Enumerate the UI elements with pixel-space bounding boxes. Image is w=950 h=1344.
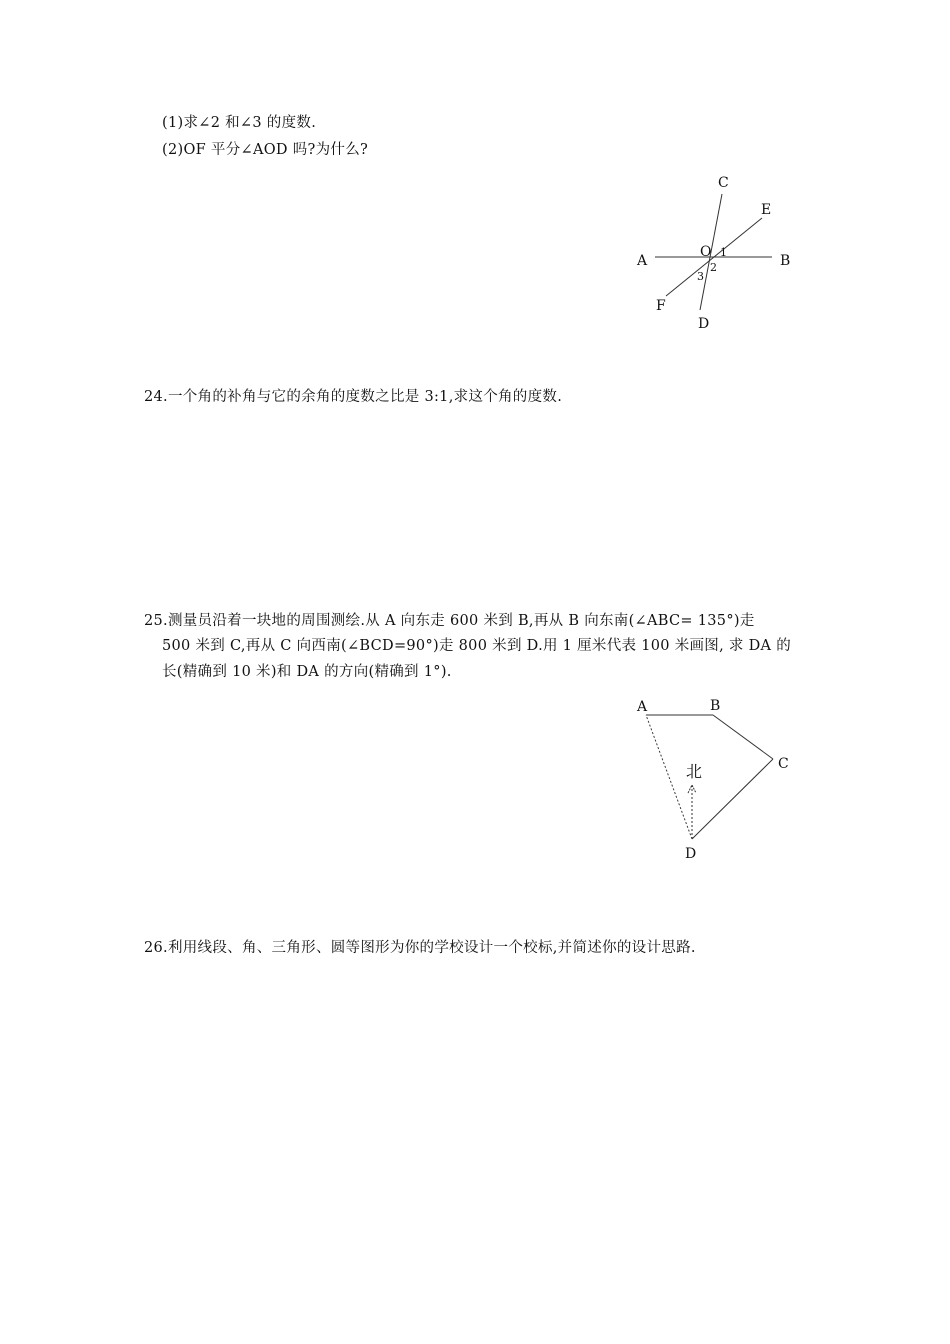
label-d2: D xyxy=(685,846,697,862)
q25-line2: 500 米到 C,再从 C 向西南(∠BCD=90°)走 800 米到 D.用 1 厘米代表 100 米画图, 求 DA 的 xyxy=(162,638,792,654)
q25-figure xyxy=(625,690,800,865)
north-label: 北 xyxy=(686,762,703,781)
label-a: A xyxy=(637,253,648,269)
segment-bc xyxy=(713,715,773,759)
q23-part1: (1)求∠2 和∠3 的度数. xyxy=(162,115,317,131)
label-d: D xyxy=(698,316,710,332)
q26-text: 26.利用线段、角、三角形、圆等图形为你的学校设计一个校标,并简述你的设计思路. xyxy=(144,940,696,956)
label-c: C xyxy=(718,175,729,191)
label-o: O xyxy=(700,244,712,260)
angle-1-label: 1 xyxy=(720,246,727,259)
label-b: B xyxy=(780,253,791,269)
segment-cd xyxy=(692,759,773,839)
label-c2: C xyxy=(778,756,789,772)
label-b2: B xyxy=(710,698,721,714)
q24-text: 24.一个角的补角与它的余角的度数之比是 3:1,求这个角的度数. xyxy=(144,389,563,405)
label-a2: A xyxy=(637,699,648,715)
q23-figure xyxy=(620,165,810,340)
q23-part2: (2)OF 平分∠AOD 吗?为什么? xyxy=(162,142,369,158)
angle-2-label: 2 xyxy=(710,261,717,274)
angle-3-label: 3 xyxy=(697,270,704,283)
q25-line3: 长(精确到 10 米)和 DA 的方向(精确到 1°). xyxy=(162,664,452,680)
label-e: E xyxy=(761,202,772,218)
label-f: F xyxy=(656,298,666,314)
q25-line1: 25.测量员沿着一块地的周围测绘.从 A 向东走 600 米到 B,再从 B 向东南(∠ABC= 135°)走 xyxy=(144,613,755,629)
